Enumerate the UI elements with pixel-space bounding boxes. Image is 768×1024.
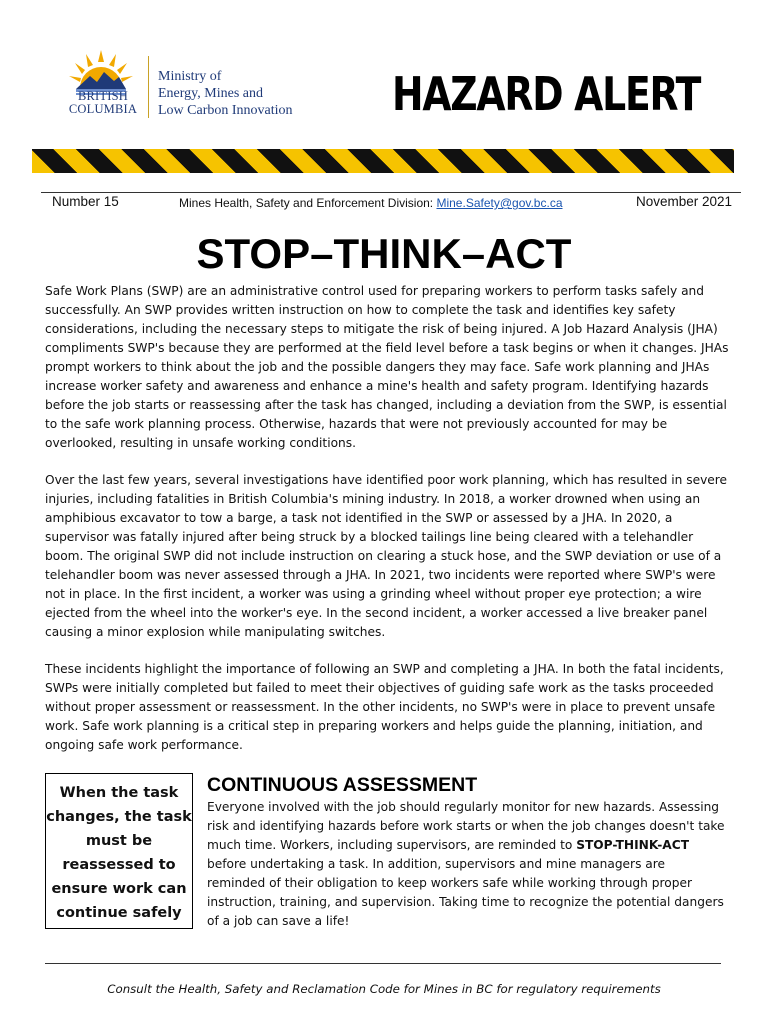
intro-paragraph: Safe Work Plans (SWP) are an administrative control used for preparing workers to perform tasks safely and successfully. An SWP provides written instruction on how to complete the task and identifies key safety considerations, including the necessary steps to mitigate the risk of being injured. A Job Hazard Analysis (JHA) compliments SWP's because they are performed at the field level before a task begins or when it changes. JHAs prompt workers to think about the job and the possible dangers they may face. Safe work planning and JHAs increase worker safety and awareness and enhance a mine's health and safety program. Identifying hazards before the job starts or reassessing after the task has changed, including a deviation from the SWP, is essential to the safe work planning process. Otherwise, hazards that were not previously accounted for may be overlooked, resulting in unsafe working conditions. (45, 284, 729, 450)
incidents-paragraph: Over the last few years, several investigations have identified poor work planning, which has resulted in severe injuries, including fatalities in British Columbia's mining industry. In 2018, a worker drowned when using an amphibious excavator to tow a barge, a task not identified in the SWP or assessed by a JHA. In 2020, a supervisor was fatally injured after being struck by a blocked tailings line being cleared with a telehandler boom. The original SWP did not include instruction on clearing a stuck hose, and the SWP deviation or use of a telehandler boom was never assessed through a JHA. In 2021, two incidents were reported where SWP's were not in place. In the first incident, a worker was using a grinding wheel without proper eye protection; a wire ejected from the wheel into the worker's eye. In the second incident, a worker accessed a live breaker panel causing a minor explosion while manipulating switches. (45, 473, 728, 639)
meta-top-rule (41, 192, 741, 193)
section-title: CONTINUOUS ASSESSMENT (207, 774, 478, 796)
division-label: Mines Health, Safety and Enforcement Division: (179, 196, 437, 210)
callout-box: When the task changes, the task must be reassessed to ensure work can continue safely (45, 773, 193, 929)
ministry-line2: Energy, Mines and (158, 86, 263, 101)
section-body-text-before: Everyone involved with the job should regularly monitor for new hazards. Assessing risk and identifying hazards before work starts or when the job changes doesn't take much time. Workers, including supervisors, are reminded to (207, 800, 725, 852)
conclusion-paragraph: These incidents highlight the importance of following an SWP and completing a JHA. In both the fatal incidents, SWPs were initially completed but failed to meet their objectives of guiding safe work as the tasks proceeded without proper assessment or reassessment. In the other incidents, no SWP's were in place to prevent unsafe work. Safe work planning is a critical step in preparing workers and helps guide the planning, initiation, and ongoing safe work performance. (45, 662, 724, 752)
footer-note: Consult the Health, Safety and Reclamation Code for Mines in BC for regulatory requirements (107, 982, 661, 996)
ministry-name (158, 68, 328, 119)
ministry-line1: Ministry of (158, 69, 222, 84)
headline: STOP–THINK–ACT (196, 230, 572, 277)
ministry-line3: Low Carbon Innovation (158, 103, 293, 118)
division-contact (179, 196, 563, 210)
logo-province-line2: COLUMBIA (68, 102, 138, 116)
hazard-alert-title: HAZARD ALERT (392, 67, 701, 121)
footer-rule (45, 963, 721, 964)
stop-think-act-emphasis: STOP-THINK-ACT (576, 838, 690, 852)
section-body (207, 798, 727, 931)
section-body-text-after: before undertaking a task. In addition, supervisors and mine managers are reminded of their obligation to keep workers safe while working through proper instruction, training, and supervision. Taking time to recognize the potential dangers of a job can save a life! (207, 857, 724, 928)
logo-province-line1: BRITISH (77, 89, 128, 103)
bc-government-logo (58, 38, 320, 128)
alert-number: Number 15 (52, 194, 119, 209)
logo-divider (148, 56, 149, 118)
logo-province-name (66, 90, 140, 116)
alert-date: November 2021 (636, 194, 733, 209)
division-email-link[interactable]: Mine.Safety@gov.bc.ca (436, 196, 563, 210)
hazard-stripe-banner (32, 149, 734, 173)
